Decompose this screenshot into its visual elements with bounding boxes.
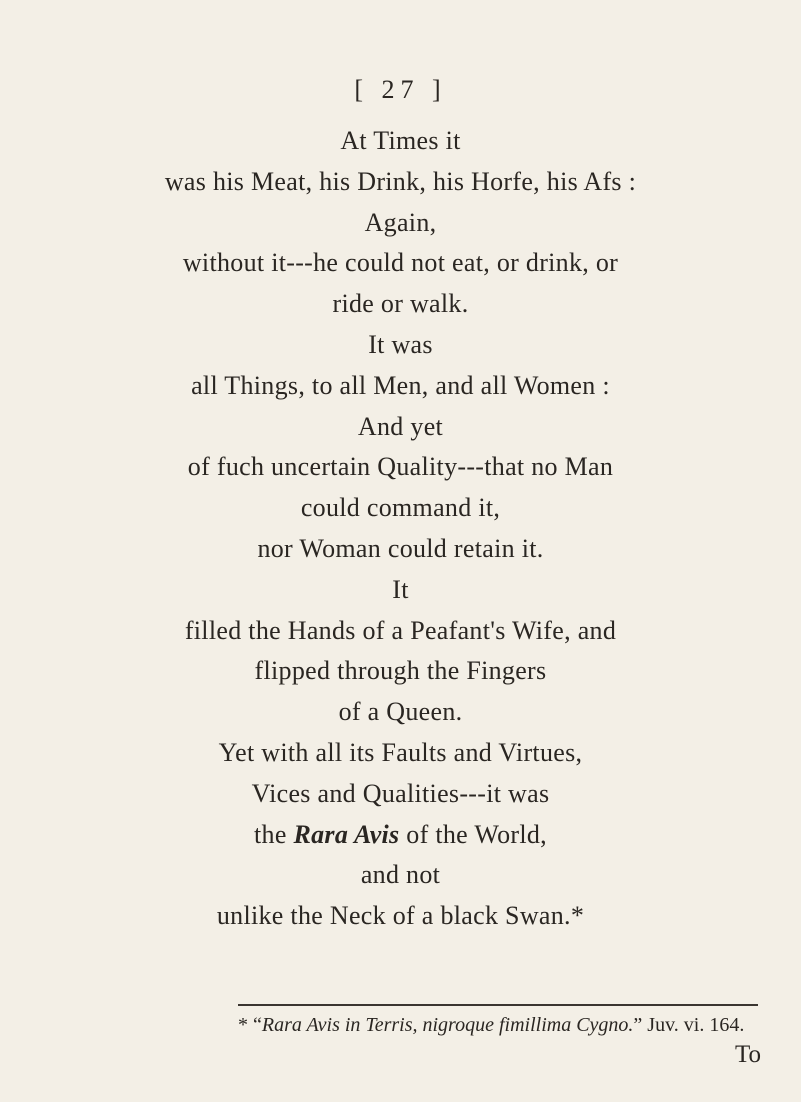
rara-avis-italic: Rara Avis: [293, 820, 400, 849]
footnote-citation: ” Juv. vi. 164.: [633, 1014, 745, 1036]
text-line: filled the Hands of a Peafant's Wife, and: [184, 616, 617, 645]
text-line: nor Woman could retain it.: [257, 534, 544, 563]
text-line: Vices and Qualities---it was: [251, 779, 550, 808]
footnote-italic: Rara Avis in Terris, nigroque fimillima Cygno.: [261, 1014, 634, 1036]
footnote-marker: * “: [238, 1014, 262, 1036]
footnote: [238, 1012, 798, 1038]
text-line: And yet: [357, 412, 444, 441]
text-line: ride or walk.: [332, 289, 469, 318]
text-line: could command it,: [300, 493, 501, 522]
text-line: all Things, to all Men, and all Women :: [191, 371, 610, 400]
text-line: of fuch uncertain Quality---that no Man: [187, 452, 614, 481]
text-line: of a Queen.: [338, 697, 463, 726]
text-line: Again,: [364, 208, 437, 237]
text-line-rara-avis: [0, 819, 801, 851]
rara-before: the: [254, 820, 294, 849]
text-line: It was: [368, 330, 433, 359]
text-line: and not: [360, 860, 441, 889]
page-number: [ 27 ]: [354, 75, 447, 104]
text-line: flipped through the Fingers: [254, 656, 547, 685]
text-line: was his Meat, his Drink, his Horfe, his Afs :: [164, 167, 637, 196]
catchword: To: [735, 1041, 762, 1068]
text-line: Yet with all its Faults and Virtues,: [218, 738, 583, 767]
text-line: At Times it: [340, 126, 461, 155]
footnote-rule: [238, 1004, 758, 1006]
text-line: It: [392, 575, 409, 604]
rara-after: of the World,: [399, 820, 547, 849]
text-line: without it---he could not eat, or drink, or: [182, 248, 619, 277]
text-line: unlike the Neck of a black Swan.*: [216, 901, 585, 930]
